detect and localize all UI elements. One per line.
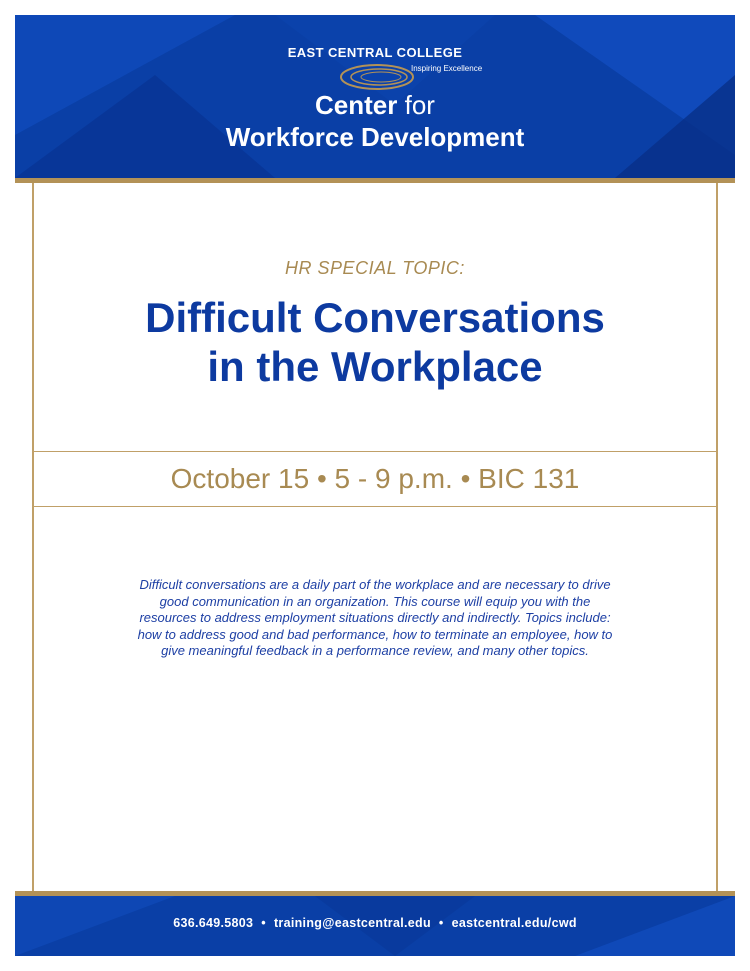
footer-email-link[interactable]: training@eastcentral.edu <box>273 916 431 930</box>
frame-right <box>716 183 718 891</box>
center-title-for: for <box>404 90 435 120</box>
course-description: Difficult conversations are a daily part of the workplace and are necessary to drive good communication in an organization. This course will equip you with the resources to address employment situations directly and indirectly. Topics include: how to address good and bad performance, how to terminate an employee, how to give meaningful feedback in a performance review, and many other topics. <box>137 577 613 658</box>
center-title-word: Center <box>315 90 398 120</box>
topic-title-line-2: in the Workplace <box>207 343 543 390</box>
event-details: October 15 • 5 - 9 p.m. • BIC 131 <box>170 463 580 494</box>
college-logo <box>15 45 735 73</box>
footer-separator: • <box>438 916 444 930</box>
center-title <box>15 89 735 153</box>
topic-title <box>0 293 750 391</box>
topic-kicker: HR SPECIAL TOPIC: <box>285 258 465 278</box>
contact-line <box>15 916 735 930</box>
topic-title-line-1: Difficult Conversations <box>145 294 605 341</box>
event-divider-top <box>33 451 717 452</box>
footer-banner <box>15 896 735 956</box>
header-gold-rule <box>15 178 735 183</box>
swoosh-icon <box>337 62 417 92</box>
event-divider-bottom <box>33 506 717 507</box>
footer-separator: • <box>261 916 266 930</box>
header-banner <box>15 15 735 178</box>
frame-left <box>32 183 34 891</box>
center-title-line-2: Workforce Development <box>225 122 525 152</box>
footer-website-link[interactable]: eastcentral.edu/cwd <box>451 916 577 930</box>
college-tagline: Inspiring Excellence <box>411 64 483 73</box>
footer-phone[interactable]: 636.649.5803 <box>173 916 254 930</box>
college-name: EAST CENTRAL COLLEGE <box>287 45 463 60</box>
